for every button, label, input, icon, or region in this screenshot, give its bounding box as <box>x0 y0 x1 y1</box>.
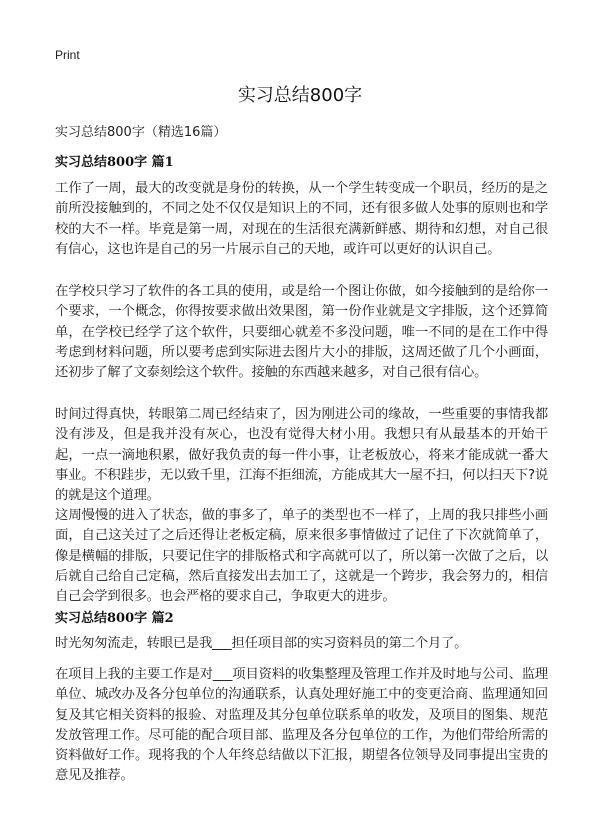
print-link[interactable]: Print <box>55 48 80 62</box>
document-subtitle: 实习总结800字（精选16篇） <box>55 125 227 140</box>
paragraph: 时光匆匆流走，转眼已是我___担任项目部的实习资料员的第二个月了。 <box>55 636 468 651</box>
page-title: 实习总结800字 <box>237 85 363 106</box>
paragraph: 这周慢慢的进入了状态，做的事多了，单子的类型也不一样了，上周的我只排些小画面，自己这关过了之后还得让老板定稿，原来很多事情做过了记住了下次就简单了，像是横幅的排版，只要记住字的排版格式和字高就可以了，所以第一次做了之后，以后就自己给自己定稿，然后直接发出去加工了，这就是一个跨步，我会努力的，相信自己会学到很多。也会严格的要求自己，争取更大的进步。 <box>55 508 548 605</box>
section-heading-2: 实习总结800字 篇2 <box>55 611 174 626</box>
paragraph: 在项目上我的主要工作是对___项目资料的收集整理及管理工作并及时地与公司、监理单位、城改办及各分包单位的沟通联系，认真处理好施工中的变更洽商、监理通知回复及其它相关资料的报验、对监理及其分包单位联系单的收发，及项目的图集、规范发放管理工作。尽可能的配合项目部、监理及各分包单位的工作，为他们带给所需的资料做好工作。现将我的个人年终总结做以下汇报，期望各位领导及同事提出宝贵的意见及推荐。 <box>55 667 548 784</box>
paragraph: 在学校只学习了软件的各工具的使用，或是给一个图让你做，如今接触到的是给你一个要求，一个概念，你得按要求做出效果图，第一份作业就是文字排版，这个还算简单，在学校已经学了这个软件，只要细心就差不多没问题，唯一不同的是在工作中得考虑到材料问题，所以要考虑到实际进去图片大小的排版，这周还做了几个小画面，还初步了解了文泰刻绘这个软件。接触的东西越来越多，对自己很有信心。 <box>55 284 548 381</box>
section-heading-1: 实习总结800字 篇1 <box>55 155 174 170</box>
paragraph: 工作了一周，最大的改变就是身份的转换，从一个学生转变成一个职员，经历的是之前所没接触到的，不同之处不仅仅是知识上的不同，还有很多做人处事的原则也和学校的大不一样。毕竟是第一周，对现在的生活很充满新鲜感、期待和幻想，对自己很有信心，这也许是自己的另一片展示自己的天地，或许可以更好的认识自己。 <box>55 181 548 257</box>
paragraph: 时间过得真快，转眼第二周已经结束了，因为刚进公司的缘故，一些重要的事情我都没有涉及，但是我并没有灰心，也没有觉得大材小用。我想只有从最基本的开始干起，一点一滴地积累，做好我负责的每一件小事，让老板放心，将来才能成就一番大事业。不积跬步，无以致千里，江海不拒细流，方能成其大一屋不扫，何以扫天下?说的就是这个道理。 <box>55 407 548 504</box>
